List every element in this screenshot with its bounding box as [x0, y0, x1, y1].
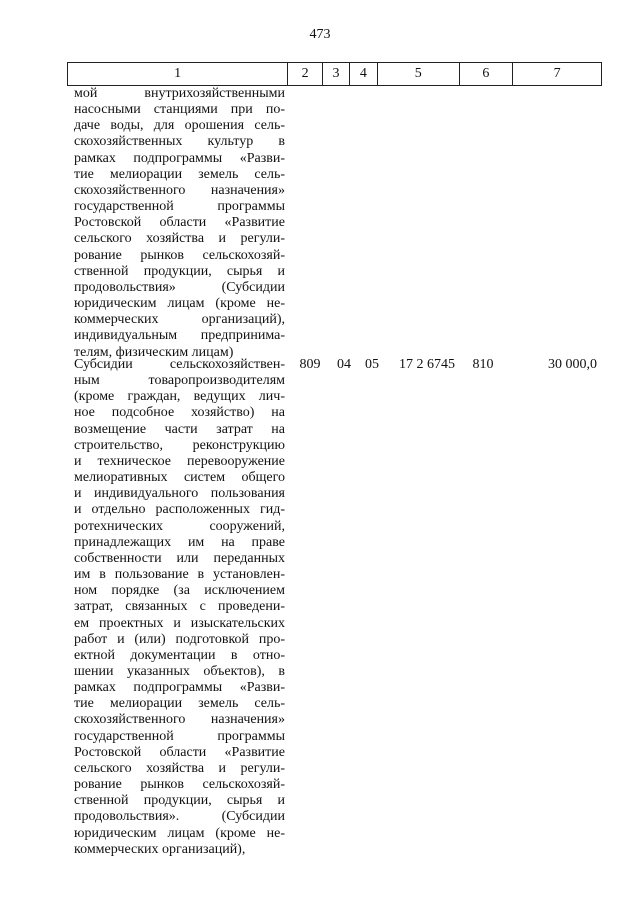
- text-line: тие мелиорации земель сель-: [74, 166, 285, 182]
- text-line: мой внутрихозяйственными: [74, 86, 285, 101]
- text-line: юридическим лицам (кроме не-: [74, 296, 285, 312]
- text-line: Ростовской области «Развитие: [74, 744, 285, 760]
- text-line: шении указанных объектов), в: [74, 663, 285, 679]
- column-header-3: 3: [323, 63, 350, 85]
- cell-amount: 30 000,0: [548, 357, 597, 372]
- table-header-row: [67, 62, 602, 86]
- text-line: и техническое перевооружение: [74, 453, 285, 469]
- text-line: рамках подпрограммы «Разви-: [74, 150, 285, 166]
- text-line: юридическим лицам (кроме не-: [74, 825, 285, 841]
- text-line: принадлежащих им на праве: [74, 534, 285, 550]
- text-line: скохозяйственного назначения»: [74, 182, 285, 198]
- cell-section: 04: [337, 357, 351, 372]
- text-line: коммерческих организаций),: [74, 312, 285, 328]
- text-line: строительство, реконструкцию: [74, 437, 285, 453]
- row-description: [74, 357, 285, 858]
- text-line: продовольствия». (Субсидии: [74, 809, 285, 825]
- text-line: телям, физическим лицам): [74, 344, 234, 360]
- text-line: мелиоративных систем общего: [74, 470, 285, 486]
- page-number: 473: [309, 27, 331, 42]
- text-line: рование рынков сельскохозяй-: [74, 777, 285, 793]
- text-line: даче воды, для орошения сель-: [74, 118, 285, 134]
- text-line: ротехнических сооружений,: [74, 518, 285, 534]
- cell-subsection: 05: [365, 357, 379, 372]
- text-line: собственности или переданных: [74, 550, 285, 566]
- text-line: Субсидии сельскохозяйствен-: [74, 357, 285, 372]
- cell-target-article: 17 2 6745: [399, 357, 455, 372]
- text-line: затрат, связанных с проведени-: [74, 599, 285, 615]
- text-line: им в пользование в установлен-: [74, 567, 285, 583]
- text-line: ектной документации в отно-: [74, 647, 285, 663]
- text-line: рование рынков сельскохозяй-: [74, 247, 285, 263]
- text-line: рамках подпрограммы «Разви-: [74, 680, 285, 696]
- text-line: сельского хозяйства и регули-: [74, 231, 285, 247]
- text-line: продовольствия» (Субсидии: [74, 279, 285, 295]
- text-line: скохозяйственного назначения»: [74, 712, 285, 728]
- text-line: ным товаропроизводителям: [74, 373, 285, 389]
- text-line: работ и (или) подготовкой про-: [74, 631, 285, 647]
- text-line: тие мелиорации земель сель-: [74, 696, 285, 712]
- column-header-7: 7: [553, 66, 561, 81]
- column-header-1: 1: [68, 63, 288, 85]
- text-line: ственной продукции, сырья и: [74, 793, 285, 809]
- text-line: и отдельно расположенных гид-: [74, 502, 285, 518]
- text-line: сельского хозяйства и регули-: [74, 760, 285, 776]
- text-line: возмещение части затрат на: [74, 421, 285, 437]
- column-header-5: 5: [378, 63, 460, 85]
- text-line: индивидуальным предпринима-: [74, 328, 285, 344]
- text-line: и индивидуального пользования: [74, 486, 285, 502]
- column-header-4: 4: [350, 63, 378, 85]
- text-line: (кроме граждан, ведущих лич-: [74, 389, 285, 405]
- text-line: Ростовской области «Развитие: [74, 215, 285, 231]
- text-line: ном порядке (за исключением: [74, 583, 285, 599]
- text-line: ем проектных и изыскательских: [74, 615, 285, 631]
- text-line: насосными станциями при по-: [74, 102, 285, 118]
- cell-expense-type: 810: [472, 357, 494, 372]
- column-header-2: 2: [288, 63, 323, 85]
- text-line: коммерческих организаций),: [74, 841, 246, 857]
- text-line: государственной программы: [74, 199, 285, 215]
- text-line: ственной продукции, сырья и: [74, 263, 285, 279]
- continued-row-description: [74, 86, 285, 361]
- cell-admin-code: 809: [299, 357, 321, 372]
- text-line: государственной программы: [74, 728, 285, 744]
- column-header-6: 6: [460, 63, 514, 85]
- text-line: ное подсобное хозяйство) на: [74, 405, 285, 421]
- text-line: скохозяйственных культур в: [74, 134, 285, 150]
